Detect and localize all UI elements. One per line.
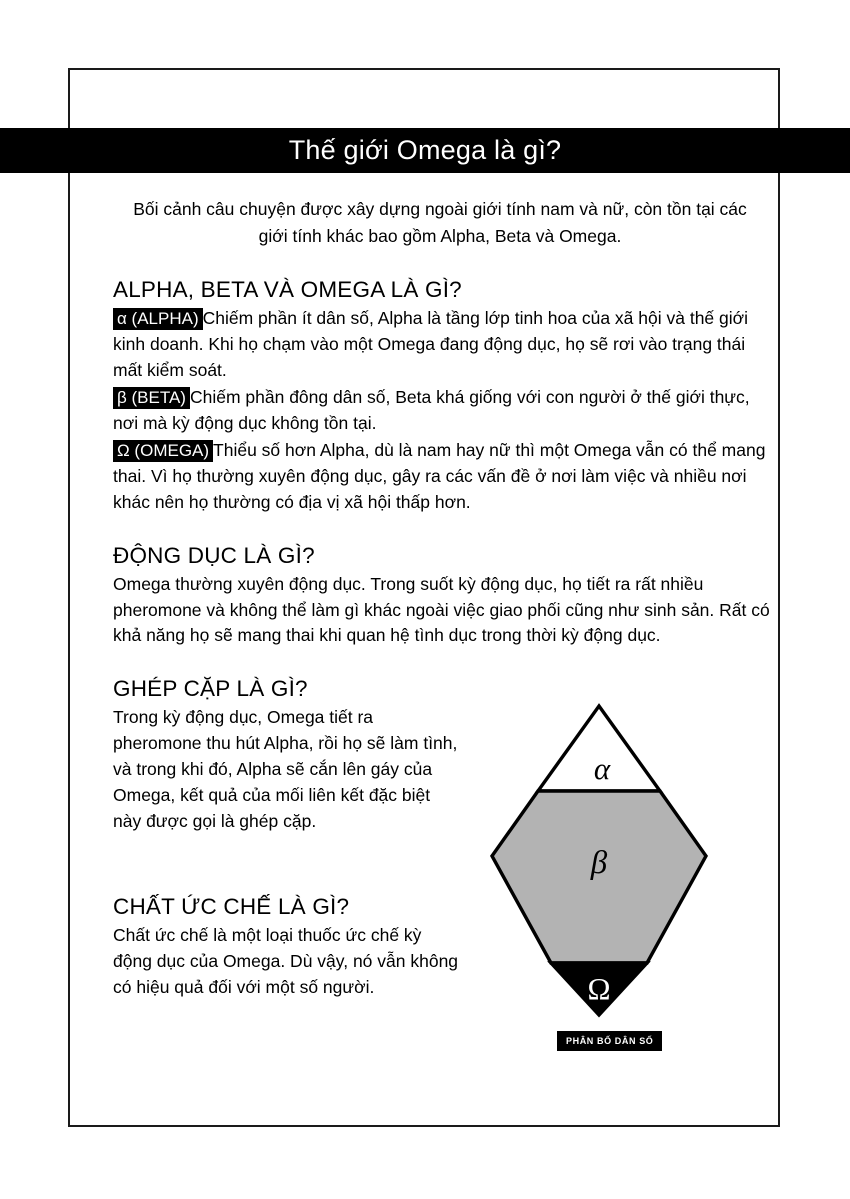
chip-beta: β (BETA) <box>113 387 190 409</box>
section-types-heading: ALPHA, BETA VÀ OMEGA LÀ GÌ? <box>113 277 462 303</box>
definition-beta-text: Chiếm phần đông dân số, Beta khá giống với con người ở thế giới thực, nơi mà kỳ động dục không tồn tại. <box>113 387 750 433</box>
definition-beta <box>113 385 770 437</box>
section-heat-text: Omega thường xuyên động dục. Trong suốt kỳ động dục, họ tiết ra rất nhiều pheromone và không thể làm gì khác ngoài việc giao phối cũng như sinh sản. Rất có khả năng họ sẽ mang thai khi quan hệ tình dục trong thời kỳ động dục. <box>113 573 770 646</box>
intro-paragraph: Bối cảnh câu chuyện được xây dựng ngoài giới tính nam và nữ, còn tồn tại các giới tính khác bao gồm Alpha, Beta và Omega. <box>133 199 747 247</box>
section-suppressant-heading: CHẤT ỨC CHẾ LÀ GÌ? <box>113 893 350 919</box>
section-suppressant-text: Chất ức chế là một loại thuốc ức chế kỳ động dục của Omega. Dù vậy, nó vẫn không có hiệu quả đối với một số người. <box>113 925 459 997</box>
diagram-caption: PHÂN BỐ DÂN SỐ <box>557 1031 662 1051</box>
label-alpha: α <box>593 751 611 786</box>
section-bond-heading: GHÉP CẶP LÀ GÌ? <box>113 676 308 702</box>
section-heat-heading: ĐỘNG DỤC LÀ GÌ? <box>113 542 315 568</box>
population-distribution-diagram <box>489 703 709 1073</box>
diamond-chart <box>489 703 709 1018</box>
definition-omega-text: Thiểu số hơn Alpha, dù là nam hay nữ thì một Omega vẫn có thể mang thai. Vì họ thường xuyên động dục, gây ra các vấn đề ở nơi làm việc và nhiều nơi khác nên họ thường có địa vị xã hội thấp hơn. <box>113 439 766 512</box>
definition-alpha-text: Chiếm phần ít dân số, Alpha là tầng lớp tinh hoa của xã hội và thế giới kinh doanh. Khi họ chạm vào một Omega đang động dục, họ sẽ rơi vào trạng thái mất kiểm soát. <box>113 308 749 381</box>
section-types <box>110 276 770 515</box>
section-heat <box>110 542 770 650</box>
chip-alpha: α (ALPHA) <box>113 308 203 330</box>
section-bond-text: Trong kỳ động dục, Omega tiết ra pheromone thu hút Alpha, rồi họ sẽ làm tình, và trong khi đó, Alpha sẽ cắn lên gáy của Omega, kết quả của mối liên kết đặc biệt này được gọi là ghép cặp. <box>113 707 458 831</box>
section-bond-column <box>110 675 465 835</box>
page-title-band <box>0 128 850 173</box>
chip-omega: Ω (OMEGA) <box>113 440 213 462</box>
definition-alpha <box>113 306 770 384</box>
label-omega: Ω <box>587 971 611 1006</box>
label-beta: β <box>590 845 608 881</box>
page-title: Thế giới Omega là gì? <box>288 135 562 165</box>
section-suppressant-column <box>110 893 465 1001</box>
definition-omega <box>113 438 770 516</box>
